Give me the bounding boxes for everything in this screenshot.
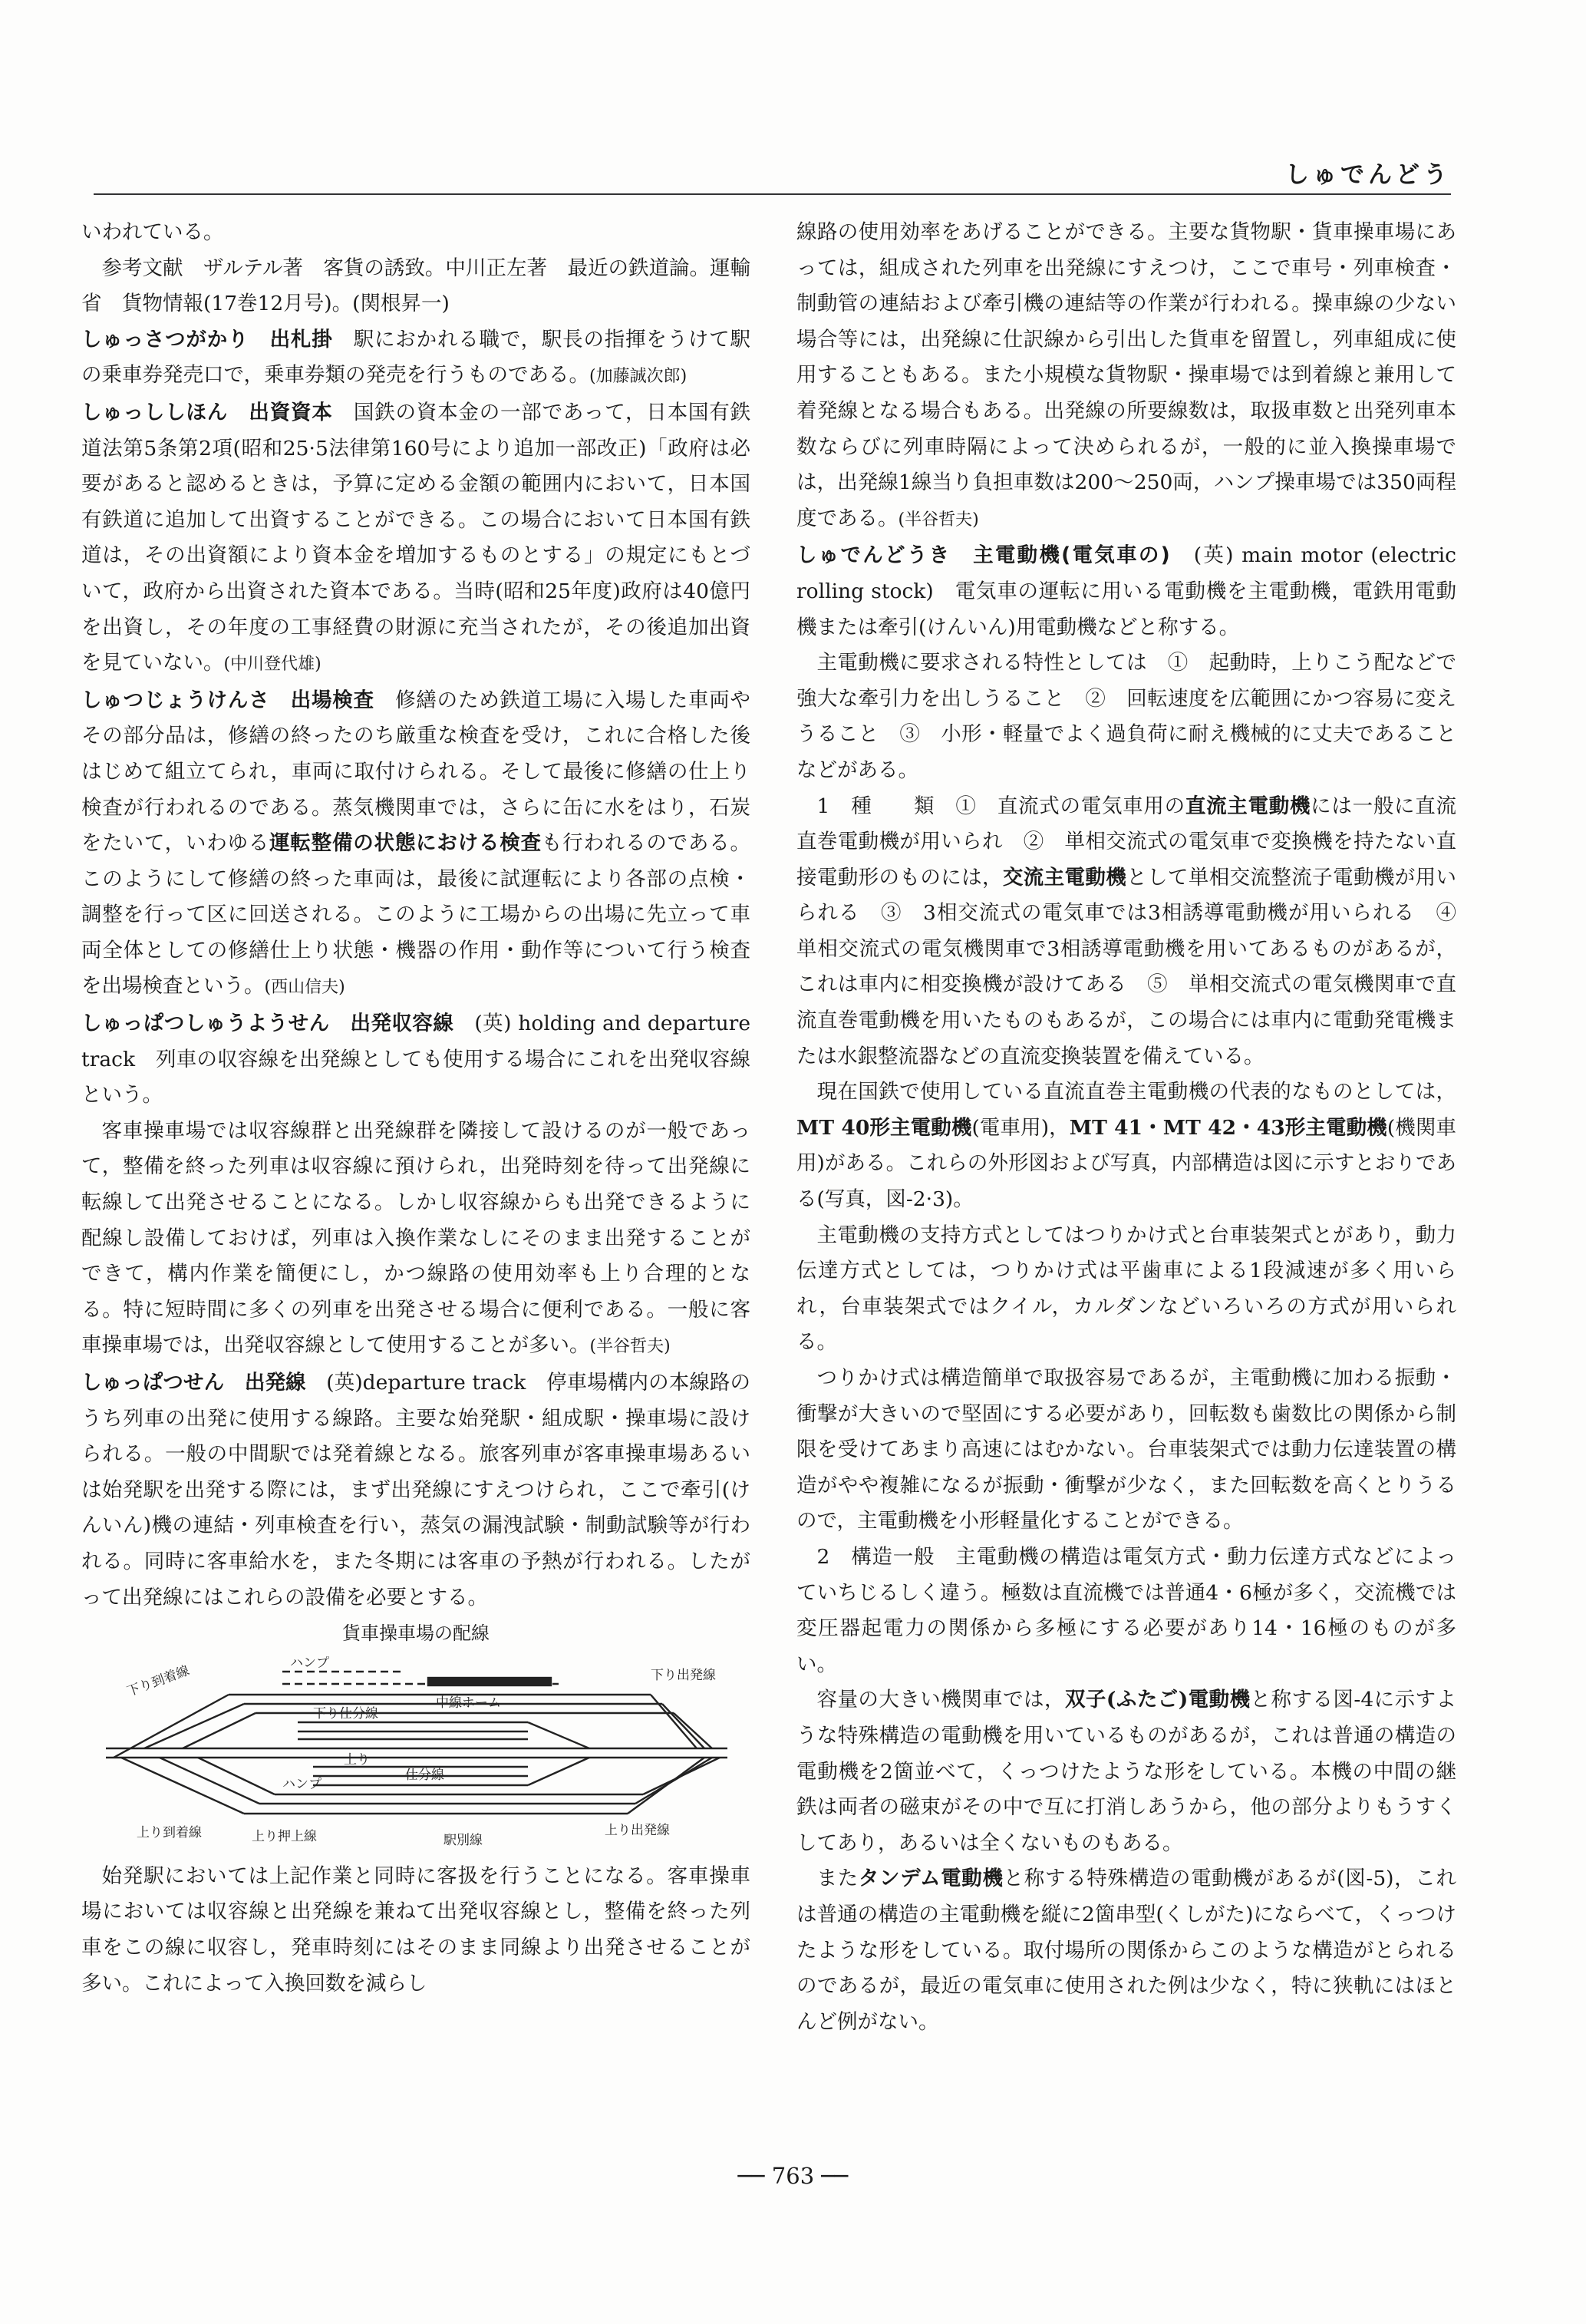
entry-paragraph: つりかけ式は構造簡単で取扱容易であるが，主電動機に加わる振動・衝撃が大きいので堅固にする必要があり，回転数も歯数比の関係から制限を受けてあまり高速にはむかない。台車装架式では動力伝達装置の構造がやや複雑になるが振動・衝撃が少なく，また回転数を高くとりうるので，主電動機を小形軽量化することができる。 — [796, 1366, 1456, 1533]
label-up-arrival: 上り到着線 — [137, 1824, 202, 1840]
bold-term: 双子(ふたご)電動機 — [1064, 1688, 1251, 1712]
references: 参考文献 ザルテル著 客貨の誘致。中川正左著 最近の鉄道論。運輸省 貨物情報(17巻12月号)。(関根昇一) — [81, 256, 750, 316]
entry-body: 線路の使用効率をあげることができる。主要な貨物駅・貨車操車場にあっては，組成された列車を出発線にすえつけ，ここで車号・列車検査・制動管の連結および牽引機の連結等の作業が行われる。操車線の少ない場合等には，出発線に仕訳線から引出した貨車を留置し，列車組成に使用することもある。また小規模な貨物駅・操車場では到着線と兼用して着発線となる場合もある。出発線の所要線数は，取扱車数と出発列車本数ならびに列車時隔によって決められるが，一般的に並入換操車場では，出発線1線当り負担車数は200〜250両，ハンプ操車場では350両程度である。 — [796, 220, 1456, 530]
label-down-arrival: 下り到着線 — [124, 1662, 192, 1700]
headword: しゅっぱつせん 出発線 — [81, 1371, 306, 1395]
label-down-departure: 下り出発線 — [651, 1667, 716, 1683]
entry-body: 列車の収容線を出発線としても使用する場合にこれを出発収容線という。 — [81, 1047, 751, 1108]
label-up: 上り — [344, 1751, 370, 1768]
entry-body: も行われるのである。このようにして修繕の終った車両は，最後に試運転により各部の点検・調整を行って区に回送される。このように工場からの出場に先立って車両全体としての修繕仕上り状態・機器の作用・動作等について行う検査を出場検査という。 — [81, 831, 750, 999]
headword: しゅつじょうけんさ 出場検査 — [81, 688, 374, 712]
entry-paragraph: 主電動機に要求される特性としては ① 起動時，上りこう配などで強大な牽引力を出しうること ② 回転速度を広範囲にかつ容易に変えうること ③ 小形・軽量でよく過負荷に耐え機械的に丈夫であることなどがある。 — [796, 651, 1456, 782]
left-column — [81, 215, 750, 2002]
entry-shuppatsushuyosen — [81, 1006, 750, 1114]
author: (中川登代雄) — [223, 655, 321, 675]
header-rule — [94, 193, 1451, 195]
entry-body: 停車場構内の本線路のうち列車の出発に使用する線路。主要な始発駅・組成駅・操車場に設けられる。一般の中間駅では発着線となる。旅客列車が客車操車場あるいは始発駅を出発する際には，まず出発線にすえつけられ，ここで牽引(けんいん)機の連結・列車検査を行い，蒸気の漏洩試験・制動試験等が行われる。同時に客車給水を，また冬期には客車の予熱が行われる。したがって出発線にはこれらの設備を必要とする。 — [81, 1371, 751, 1609]
entry-body: 現在国鉄で使用している直流直巻主電動機の代表的なものとしては， — [816, 1080, 1456, 1104]
label-up-classification: 仕分線 — [405, 1767, 444, 1783]
bold-term: 交流主電動機 — [1002, 865, 1127, 890]
entry-body: には一般に直流直巻電動機が用いられ ② 単相交流式の電気車で変換機を持たない直接電動形のものには， — [796, 794, 1456, 890]
entry-shudendoki — [796, 538, 1456, 645]
headword: しゅっさつがかり 出札掛 — [81, 327, 333, 352]
entry-shuppatsusen — [81, 1365, 750, 1616]
label-hump: ハンプ — [290, 1656, 329, 1671]
entry-shussatsugakari — [81, 322, 750, 395]
entry-paragraph — [796, 789, 1477, 1075]
right-column — [796, 215, 1477, 2040]
entry-paragraph: 2 構造一般 主電動機の構造は電気方式・動力伝達方式などによっていちじるしく違う。極数は直流機では普通4・6極が多く，交流機では変圧器起電力の関係から多極にする必要があり14・16極のものが多い。 — [796, 1544, 1456, 1676]
entry-body: (機関車用)がある。これらの外形図および写真，内部構造は図に示すとおりである(写真，図-2·3)。 — [796, 1115, 1456, 1212]
english-term: (英) main motor (electric rolling stock) — [796, 543, 1456, 603]
entry-paragraph — [81, 1114, 750, 1365]
label-up-departure: 上り出発線 — [605, 1822, 670, 1838]
entry-body: (電車用)， — [971, 1115, 1070, 1140]
yard-layout-diagram — [98, 1656, 735, 1848]
bold-term: 運転整備の状態における検査 — [269, 831, 542, 856]
entry-paragraph — [796, 1861, 1456, 2040]
entry-body: 容量の大きい機関車では， — [816, 1688, 1065, 1712]
entry-shusshishihon — [81, 395, 750, 683]
figure-caption: 貨車操車場の配線 — [342, 1623, 490, 1645]
entry-body: また — [816, 1867, 859, 1891]
author: (加藤誠次郎) — [589, 367, 687, 387]
page-number: ── 763 ── — [737, 2163, 849, 2189]
english-term: (英) holding and departure track — [81, 1012, 751, 1071]
label-down-classification: 下り仕分線 — [313, 1705, 378, 1722]
label-station-yard: 駅別線 — [443, 1832, 483, 1848]
author: (西山信夫) — [264, 978, 345, 998]
headword: しゅでんどうき 主電動機(電気車の) — [796, 543, 1170, 568]
bold-term: MT 40形主電動機 — [796, 1115, 972, 1140]
entry-paragraph: 始発駅においては上記作業と同時に客扱を行うことになる。客車操車場においては収容線と出発線を兼ねて出発収容線とし，整備を終った列車をこの線に収容し，発車時刻にはそのまま同線より出発させることが多い。これによって入換回数を減らし — [81, 1863, 750, 1996]
entry-body: 電気車の運転に用いる電動機を主電動機，電鉄用電動機または牽引(けんいん)用電動機などと称する。 — [796, 579, 1457, 639]
entry-body: 客車操車場では収容線群と出発線群を隣接して設けるのが一般であって，整備を終った列車は収容線に預けられ，出発時刻を待って出発線に転線して出発させることになる。しかし収容線からも出発できるように配線し設備しておけば，列車は入換作業なしにそのまま出発することができて，構内作業を簡便にし，かつ線路の使用効率も上り合理的となる。特に短時間に多くの列車を出発させる場合に便利である。一般に客車操車場では，出発収容線として使用することが多い。 — [81, 1118, 750, 1358]
entry-shutsujokensa — [81, 683, 750, 1006]
entry-paragraph — [796, 1075, 1456, 1217]
entry-body: と称する図-4に示すような特殊構造の電動機を用いているものがあるが，これは普通の構造の電動機を2箇並べて，くっつけたような形をしている。本機の中間の継鉄は両者の磁束がその中で互に打消しあうから，他の部分よりもうすくしてあり，あるいは全くないものもある。 — [796, 1688, 1456, 1855]
author: (半谷哲夫) — [589, 1337, 671, 1357]
entry-paragraph: 主電動機の支持方式としてはつりかけ式と台車装架式とがあり，動力伝達方式としては，つりかけ式は平歯車による1段減速が多く用いられ，台車装架式ではクイル，カルダンなどいろいろの方式が用いられる。 — [796, 1223, 1456, 1355]
bold-term: 直流主電動機 — [1185, 794, 1311, 818]
entry-body: 修繕のため鉄道工場に入場した車両やその部分品は，修繕の終ったのち厳重な検査を受け，これに合格した後はじめて組立てられ，車両に取付けられる。そして最後に修繕の仕上り検査が行われるのである。蒸気機関車では，さらに缶に水をはり，石炭をたいて，いわゆる — [81, 688, 751, 856]
headword: しゅっぱつしゅうようせん 出発収容線 — [81, 1012, 454, 1036]
entry-body: 国鉄の資本金の一部であって，日本国有鉄道法第5条第2項(昭和25·5法律第160号により追加一部改正)「政府は必要があると認めるときは，予算に定める金額の範囲内において，日本国有鉄道に追加して出資することができる。この場合において日本国有鉄道は，その出資額により資本金を増加するものとする」の規定にもとづいて，政府から出資された資本である。当時(昭和25年度)政府は40億円を出資し，その年度の工事経費の財源に充当されたが，その後追加出資を見ていない。 — [81, 400, 751, 675]
entry-body: 駅におかれる職で，駅長の指揮をうけて駅の乗車券発売口で，乗車券類の発売を行うものである。 — [81, 327, 751, 388]
entry-paragraph — [796, 1682, 1456, 1861]
author: (半谷哲夫) — [898, 510, 979, 530]
bold-term: MT 41・MT 42・43形主電動機 — [1069, 1115, 1387, 1140]
entry-body: と称する特殊構造の電動機があるが(図-5)，これは普通の構造の主電動機を縦に2箇串型(くしがた)にならべて，くっつけたような形をしている。取付場所の関係からこのような構造がとられるのであるが，最近の電気車に使用された例は少なく，特に狭軌にはほとんど例がない。 — [796, 1867, 1457, 2034]
label-up-push: 上り押上線 — [252, 1828, 317, 1844]
english-term: (英)departure track — [326, 1371, 526, 1395]
label-hump-small: ハンプ — [282, 1776, 321, 1792]
entry-body: 1 種 類 ① 直流式の電気車用の — [816, 794, 1185, 818]
continued-text — [796, 215, 1456, 538]
bold-term: タンデム電動機 — [858, 1867, 1004, 1891]
continued-text: いわれている。 — [81, 220, 224, 244]
entry-body: として単相交流整流子電動機が用いられる ③ 3相交流式の電気車では3相誘導電動機が用いられる ④ 単相交流式の電気機関車で3相誘導電動機を用いてあるものがあるが，これは車内に相変換機が設けてある ⑤ 単相交流式の電気機関車で直流直巻電動機を用いたものもあるが，この場合には車内に電動発電機または水銀整流器などの直流変換装置を備えている。 — [796, 865, 1477, 1068]
label-middle-platform: 中線ホーム — [436, 1695, 501, 1711]
headword: しゅっししほん 出資資本 — [81, 400, 333, 424]
running-head: しゅでんどう — [1285, 161, 1451, 189]
